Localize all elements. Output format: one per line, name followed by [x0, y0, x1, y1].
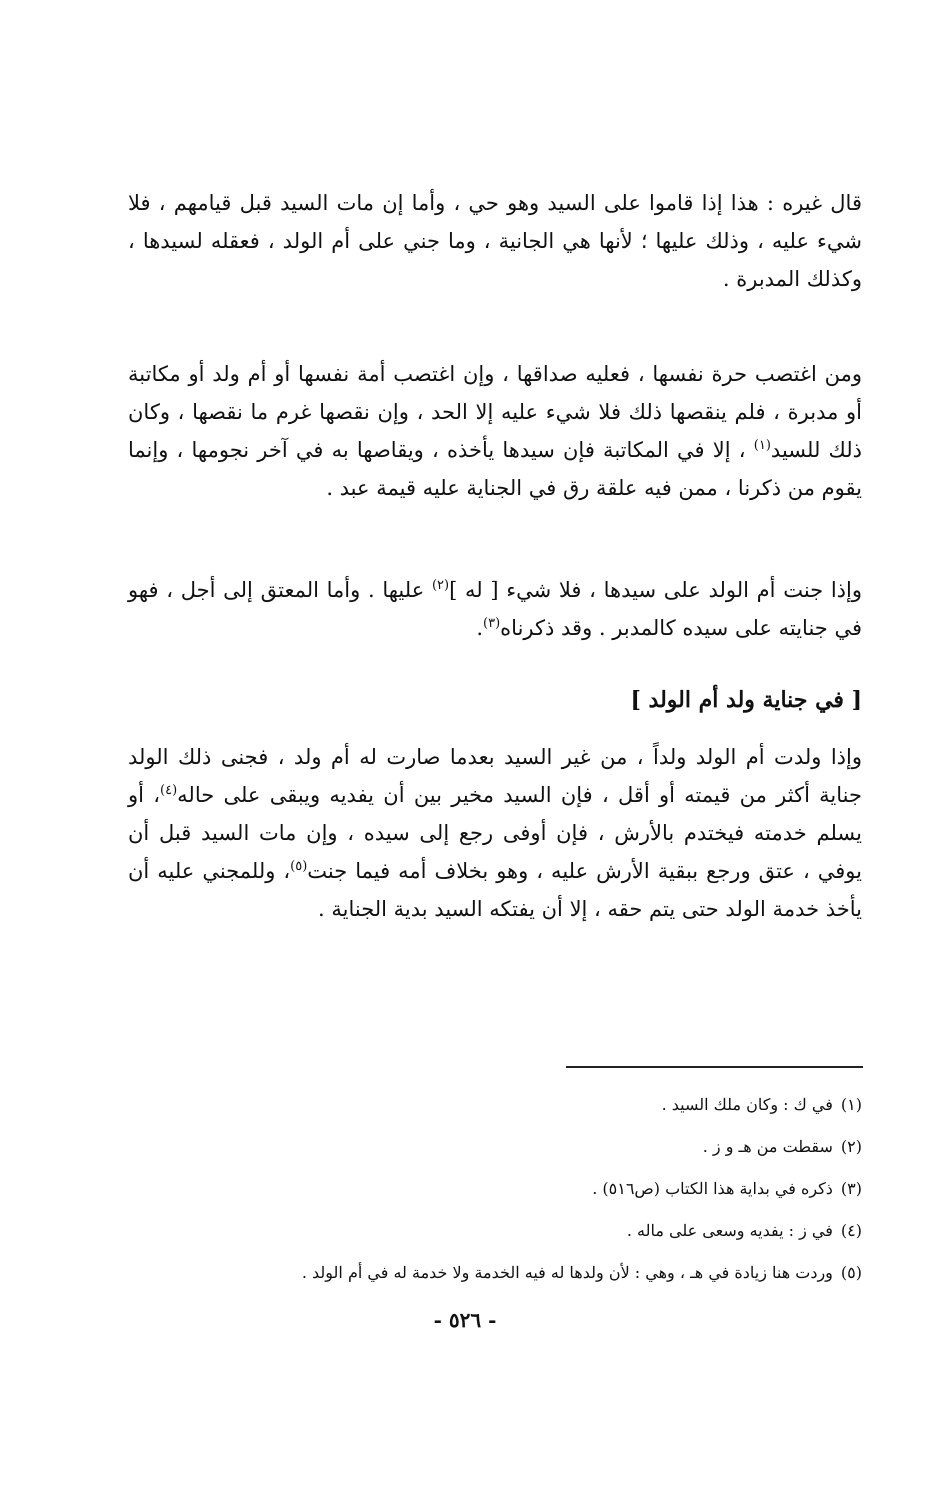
- paragraph-2-after: ، إلا في المكاتبة فإن سيدها يأخذه ، ويقاصها به في آخر نجومها ، وإنما يقوم من ذكرنا ، ممن فيه علقة رق في الجناية عليه قيمة عبد .: [128, 438, 862, 500]
- paragraph-3-before: وإذا جنت أم الولد على سيدها ، فلا شيء [ له ]: [449, 578, 862, 602]
- footnote-number: (٤): [840, 1221, 862, 1240]
- paragraph-3: [128, 571, 862, 647]
- paragraph-1-text: قال غيره : هذا إذا قاموا على السيد وهو حي ، وأما إن مات السيد قبل قيامهم ، فلا شيء عليه ، وذلك عليها ؛ لأنها هي الجانية ، وما جني على أم الولد ، فعقله لسيدها ، وكذلك المدبرة .: [128, 191, 862, 291]
- footnote-text: في ز : يفديه وسعى على ماله .: [626, 1221, 833, 1240]
- paragraph-3-after: .: [476, 616, 484, 640]
- footnote-ref-1: (١): [753, 438, 771, 453]
- paragraph-1: [128, 184, 862, 298]
- footnote-ref-4: (٤): [160, 783, 178, 798]
- paragraph-4-before: وإذا ولدت أم الولد ولداً ، من غير السيد بعدما صارت له أم ولد ، فجنى ذلك الولد جناية أكثر من قيمته أو أقل ، فإن السيد مخير بين أن يفديه ويبقى على حاله: [128, 745, 862, 807]
- footnote-ref-2: (٢): [431, 578, 450, 593]
- footnote-ref-3: (٣): [483, 616, 501, 631]
- footnote-separator: [566, 1066, 863, 1068]
- paragraph-4-text: [128, 738, 862, 928]
- paragraph-3-middle: عليها . وأما المعتق إلى أجل ، فهو في جنايته على سيده كالمدبر . وقد ذكرناه: [128, 578, 862, 640]
- footnote-number: (٣): [840, 1179, 862, 1198]
- paragraph-2-text: [128, 355, 862, 507]
- paragraph-4-middle: ، أو يسلم خدمته فيختدم بالأرش ، فإن أوفى رجع إلى سيده ، وإن مات السيد قبل أن يوفي ، عتق ورجع ببقية الأرش عليه ، وهو بخلاف أمه فيما جنت: [128, 783, 862, 883]
- footnote-1: [128, 1084, 862, 1126]
- section-heading: [ في جناية ولد أم الولد ]: [630, 687, 862, 713]
- footnote-4: [128, 1210, 862, 1252]
- footnotes: [128, 1084, 862, 1294]
- footnote-number: (٥): [840, 1263, 862, 1282]
- footnote-text: في ك : وكان ملك السيد .: [661, 1095, 833, 1114]
- paragraph-4: [128, 738, 862, 928]
- footnote-text: ذكره في بداية هذا الكتاب (ص٥١٦) .: [592, 1179, 833, 1198]
- footnote-text: سقطت من هـ و ز .: [702, 1137, 833, 1156]
- footnote-number: (٢): [840, 1137, 862, 1156]
- paragraph-3-text: [128, 571, 862, 647]
- footnote-text: وردت هنا زيادة في هـ ، وهي : لأن ولدها له فيه الخدمة ولا خدمة له في أم الولد .: [301, 1263, 833, 1282]
- footnote-ref-5: (٥): [290, 859, 308, 874]
- footnote-2: [128, 1126, 862, 1168]
- paragraph-4-after: ، وللمجني عليه أن يأخذ خدمة الولد حتى يتم حقه ، إلا أن يفتكه السيد بدية الجناية .: [128, 859, 862, 921]
- paragraph-2-before: ومن اغتصب حرة نفسها ، فعليه صداقها ، وإن اغتصب أمة نفسها أو أم ولد أو مكاتبة أو مدبرة ، فلم ينقصها ذلك فلا شيء عليه إلا الحد ، وإن نقصها غرم ما نقصها ، وكان ذلك للسيد: [128, 362, 863, 462]
- footnote-3: [128, 1168, 862, 1210]
- footnote-number: (١): [840, 1095, 862, 1114]
- footnote-5: [128, 1252, 862, 1294]
- page-number: - ٥٢٦ -: [433, 1308, 497, 1332]
- paragraph-2: [128, 355, 862, 507]
